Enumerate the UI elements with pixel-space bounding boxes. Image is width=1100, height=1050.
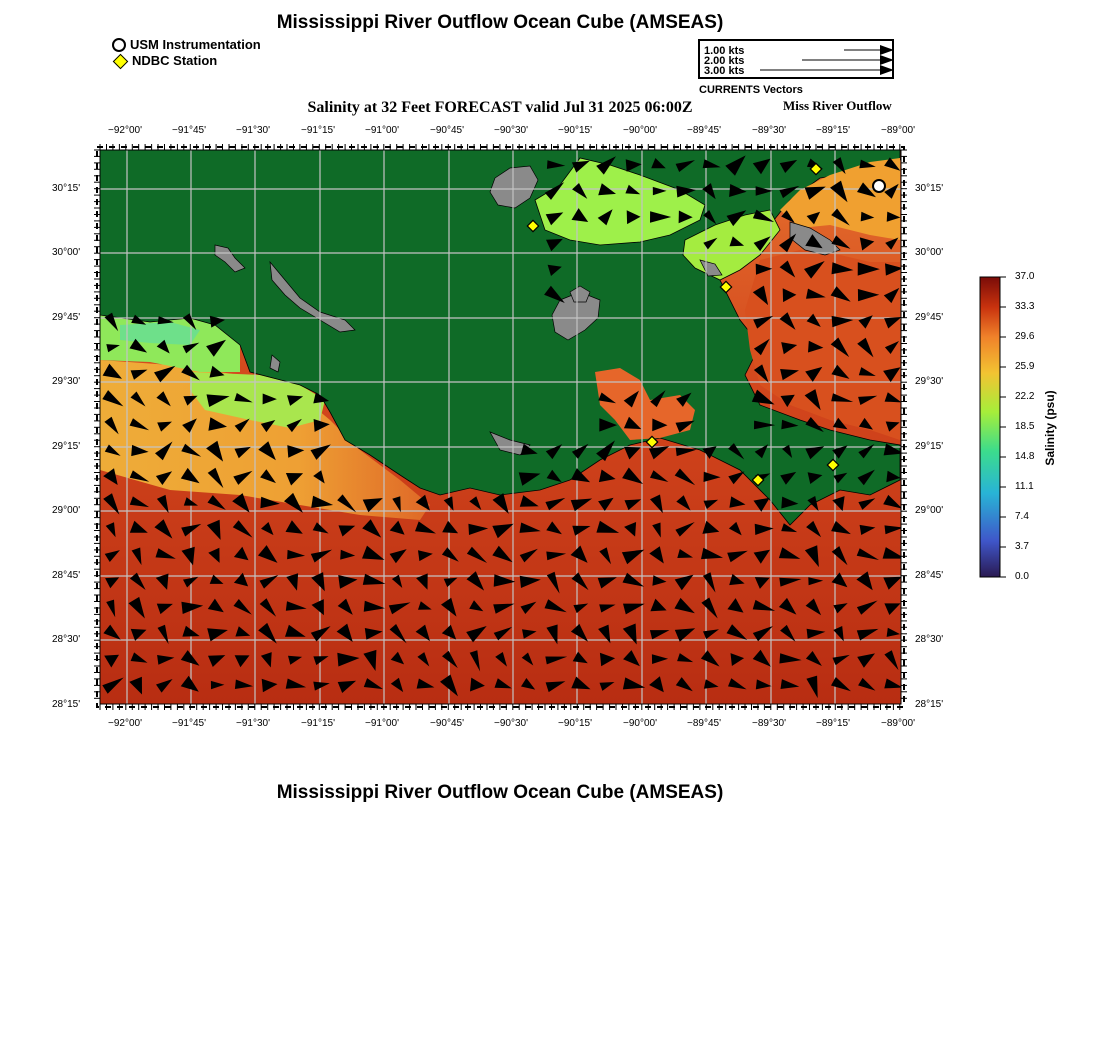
lon-tick-bottom: −90°30' — [494, 718, 528, 729]
lon-tick-top: −89°45' — [687, 125, 721, 136]
lon-tick-bottom: −90°45' — [430, 718, 464, 729]
lat-tick-right: 30°00' — [915, 247, 944, 258]
lon-tick-top: −90°45' — [430, 125, 464, 136]
colorbar-tick: 0.0 — [1015, 571, 1029, 582]
colorbar-tick: 29.6 — [1015, 331, 1035, 342]
lon-tick-top: −90°00' — [623, 125, 657, 136]
lon-tick-bottom: −89°30' — [752, 718, 786, 729]
colorbar-tick: 37.0 — [1015, 271, 1035, 282]
lon-tick-top: −91°30' — [236, 125, 270, 136]
ndbc-label: NDBC Station — [132, 53, 218, 68]
lon-tick-bottom: −91°00' — [365, 718, 399, 729]
usm-label: USM Instrumentation — [130, 37, 261, 52]
colorbar-tick: 22.2 — [1015, 391, 1035, 402]
lat-tick-left: 30°00' — [52, 247, 81, 258]
lon-tick-top: −90°30' — [494, 125, 528, 136]
lat-tick-right: 30°15' — [915, 183, 944, 194]
lon-tick-top: −91°00' — [365, 125, 399, 136]
lon-tick-bottom: −91°30' — [236, 718, 270, 729]
usm-instrument-marker[interactable] — [873, 180, 885, 192]
lat-tick-right: 29°45' — [915, 312, 944, 323]
colorbar-tick: 14.8 — [1015, 451, 1035, 462]
vector-scale-3: 3.00 kts — [704, 65, 745, 77]
second-title: Mississippi River Outflow Ocean Cube (AMSEAS) — [276, 782, 724, 803]
lon-tick-top: −89°00' — [881, 125, 915, 136]
lon-tick-top: −92°00' — [108, 125, 142, 136]
lat-tick-left: 28°45' — [52, 570, 81, 581]
lon-tick-bottom: −91°45' — [172, 718, 206, 729]
lat-tick-right: 29°30' — [915, 376, 944, 387]
lat-tick-right: 29°00' — [915, 505, 944, 516]
lat-tick-right: 29°15' — [915, 441, 944, 452]
lat-tick-left: 29°45' — [52, 312, 81, 323]
lon-tick-bottom: −92°00' — [108, 718, 142, 729]
colorbar-tick: 3.7 — [1015, 541, 1029, 552]
colorbar-tick: 25.9 — [1015, 361, 1035, 372]
colorbar-tick: 33.3 — [1015, 301, 1035, 312]
lon-tick-top: −90°15' — [558, 125, 592, 136]
lon-tick-bottom: −89°15' — [816, 718, 850, 729]
lat-tick-right: 28°30' — [915, 634, 944, 645]
colorbar-gradient — [980, 277, 1000, 577]
region-label: Miss River Outflow — [783, 98, 892, 113]
lat-tick-left: 28°15' — [52, 699, 81, 710]
lat-tick-left: 28°30' — [52, 634, 81, 645]
lat-tick-left: 29°15' — [52, 441, 81, 452]
map-subtitle: Salinity at 32 Feet FORECAST valid Jul 31 2025 06:00Z — [307, 99, 693, 116]
lat-tick-left: 29°30' — [52, 376, 81, 387]
vector-caption: CURRENTS Vectors — [699, 84, 803, 96]
lat-tick-left: 30°15' — [52, 183, 81, 194]
salinity-colorbar — [975, 270, 1015, 590]
lon-tick-top: −89°15' — [816, 125, 850, 136]
lat-tick-right: 28°15' — [915, 699, 944, 710]
vector-scale-2: 2.00 kts — [704, 55, 745, 67]
lon-tick-top: −89°30' — [752, 125, 786, 136]
lat-tick-right: 28°45' — [915, 570, 944, 581]
lon-tick-top: −91°15' — [301, 125, 335, 136]
vector-scale-1: 1.00 kts — [704, 45, 745, 57]
lon-tick-bottom: −90°00' — [623, 718, 657, 729]
lon-tick-bottom: −89°45' — [687, 718, 721, 729]
colorbar-tick: 18.5 — [1015, 421, 1035, 432]
page-title: Mississippi River Outflow Ocean Cube (AMSEAS) — [276, 12, 724, 33]
lon-tick-bottom: −89°00' — [881, 718, 915, 729]
lon-tick-top: −91°45' — [172, 125, 206, 136]
lon-tick-bottom: −91°15' — [301, 718, 335, 729]
colorbar-tick: 11.1 — [1015, 481, 1034, 492]
colorbar-label: Salinity (psu) — [1043, 390, 1057, 466]
colorbar-tick: 7.4 — [1015, 511, 1029, 522]
lat-tick-left: 29°00' — [52, 505, 81, 516]
lon-tick-bottom: −90°15' — [558, 718, 592, 729]
